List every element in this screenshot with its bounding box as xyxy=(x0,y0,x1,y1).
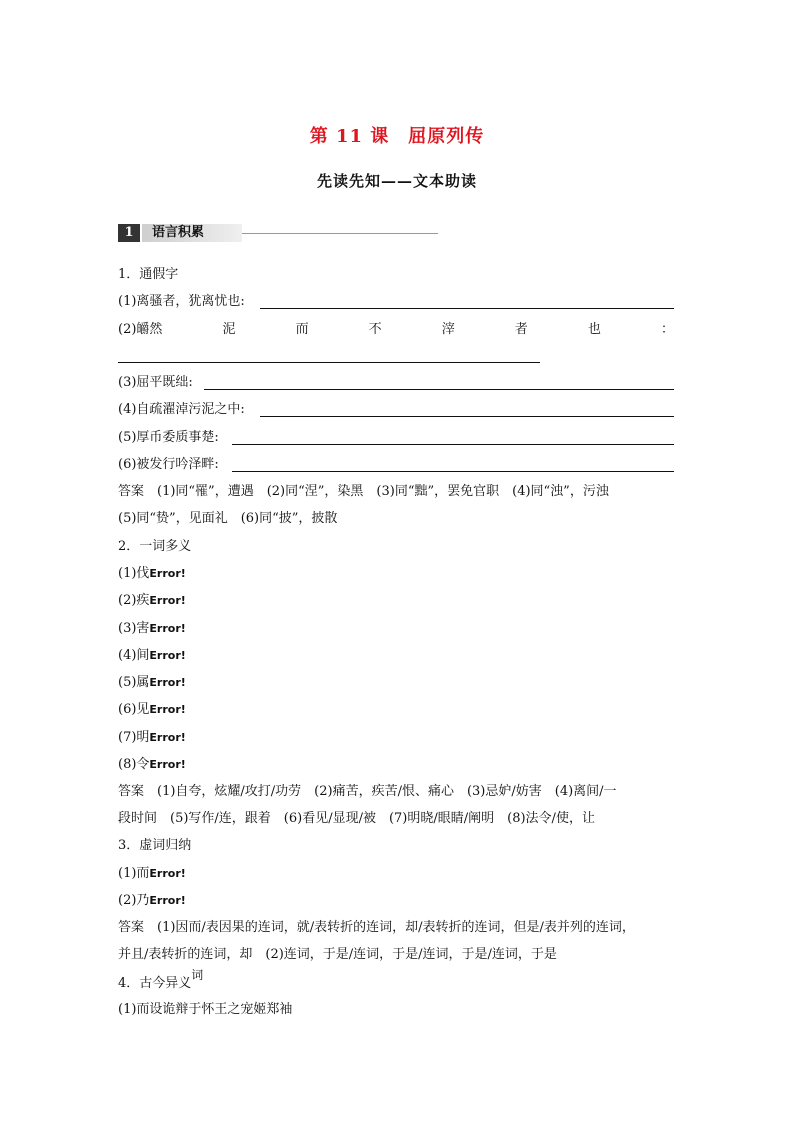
heading-tongjiazi: 1．通假字 xyxy=(118,267,179,282)
answer-blank[interactable] xyxy=(260,308,674,309)
fill-item-char: (2)皭然 xyxy=(118,322,163,337)
fill-item-char: 也 xyxy=(587,322,601,337)
fill-item-4 xyxy=(118,400,674,420)
list-item xyxy=(118,700,674,720)
list-item xyxy=(118,728,674,748)
fill-item-char: 不 xyxy=(368,322,382,337)
fill-item-2-line xyxy=(118,346,540,366)
section-divider xyxy=(242,233,438,234)
fill-item-2 xyxy=(118,320,674,340)
heading-glyph: 词 xyxy=(191,968,204,982)
section-number: 1 xyxy=(118,224,140,242)
fill-item-label: (6)被发行吟泽畔: xyxy=(118,457,219,472)
error-text: Error! xyxy=(149,622,186,635)
item-label: (6)见 xyxy=(118,702,150,717)
list-item xyxy=(118,891,674,911)
item-label: (1)而 xyxy=(118,866,150,881)
list-item xyxy=(118,564,674,584)
fill-item-char: 而 xyxy=(295,322,309,337)
fill-item-label: (3)屈平既绌: xyxy=(118,375,193,390)
heading-yiciduoyi: 2．一词多义 xyxy=(118,539,192,554)
item-label: (5)属 xyxy=(118,675,150,690)
fill-item-3 xyxy=(118,373,674,393)
error-text: Error! xyxy=(149,867,186,880)
item-label: (3)害 xyxy=(118,621,150,636)
error-text: Error! xyxy=(149,894,186,907)
answer-blank[interactable] xyxy=(232,444,674,445)
section-label: 语言积累 xyxy=(142,224,242,242)
answer-text: (5)同“贽”，见面礼 (6)同“披”，披散 xyxy=(118,511,338,526)
page-title: 第 11 课 屈原列传 xyxy=(309,126,485,147)
list-item xyxy=(118,755,674,775)
answer-text: 答案 (1)自夸，炫耀/攻打/功劳 (2)痛苦，疾苦/恨、痛心 (3)忌妒/妨害 (4)离间/一 xyxy=(118,784,617,799)
answer-blank[interactable] xyxy=(118,362,540,363)
answer-blank[interactable] xyxy=(204,389,674,390)
fill-item-char: 泥 xyxy=(222,322,236,337)
fill-item-label: (1)离骚者，犹离忧也: xyxy=(118,294,245,309)
section-header xyxy=(118,222,438,244)
list-item xyxy=(118,591,674,611)
item-label: (2)乃 xyxy=(118,893,150,908)
item-label: (2)疾 xyxy=(118,593,150,608)
page-subtitle: 先读先知——文本助读 xyxy=(316,172,477,190)
error-text: Error! xyxy=(149,567,186,580)
fill-item-label: (4)自疏濯淖污泥之中: xyxy=(118,402,245,417)
error-text: Error! xyxy=(149,649,186,662)
fill-item-char: 滓 xyxy=(441,322,455,337)
list-item xyxy=(118,619,674,639)
heading-gujinyiyi xyxy=(118,968,674,993)
answer-text: 答案 (1)同“罹”，遭遇 (2)同“涅”，染黑 (3)同“黜”，罢免官职 (4)同“浊”，污浊 xyxy=(118,484,609,499)
item-label: (1)伐 xyxy=(118,566,150,581)
fill-item-1 xyxy=(118,292,674,312)
list-item xyxy=(118,673,674,693)
list-item xyxy=(118,864,674,884)
heading-text: 4．古今异义 xyxy=(118,976,192,991)
answer-text: 段时间 (5)写作/连，跟着 (6)看见/显现/被 (7)明晓/眼睛/阐明 (8)法令/使，让 xyxy=(118,811,595,826)
error-text: Error! xyxy=(149,758,186,771)
item-label: (4)间 xyxy=(118,648,150,663)
fill-item-6 xyxy=(118,455,674,475)
fill-item-5 xyxy=(118,428,674,448)
answer-blank[interactable] xyxy=(232,471,674,472)
answer-text: 并且/表转折的连词，却 (2)连词，于是/连词，于是/连词，于是/连词，于是 xyxy=(118,947,557,962)
fill-item-char: 者 xyxy=(514,322,528,337)
list-item: (1)而设诡辩于怀王之宠姬郑袖 xyxy=(118,1002,293,1017)
item-label: (7)明 xyxy=(118,730,150,745)
list-item xyxy=(118,646,674,666)
fill-item-label: (5)厚币委质事楚: xyxy=(118,430,219,445)
error-text: Error! xyxy=(149,703,186,716)
error-text: Error! xyxy=(149,594,186,607)
error-text: Error! xyxy=(149,676,186,689)
error-text: Error! xyxy=(149,731,186,744)
fill-item-char: ： xyxy=(660,322,674,337)
answer-blank[interactable] xyxy=(260,416,674,417)
answer-text: 答案 (1)因而/表因果的连词，就/表转折的连词，却/表转折的连词，但是/表并列的连词， xyxy=(118,920,635,935)
heading-xucigui: 3．虚词归纳 xyxy=(118,838,192,853)
item-label: (8)令 xyxy=(118,757,150,772)
